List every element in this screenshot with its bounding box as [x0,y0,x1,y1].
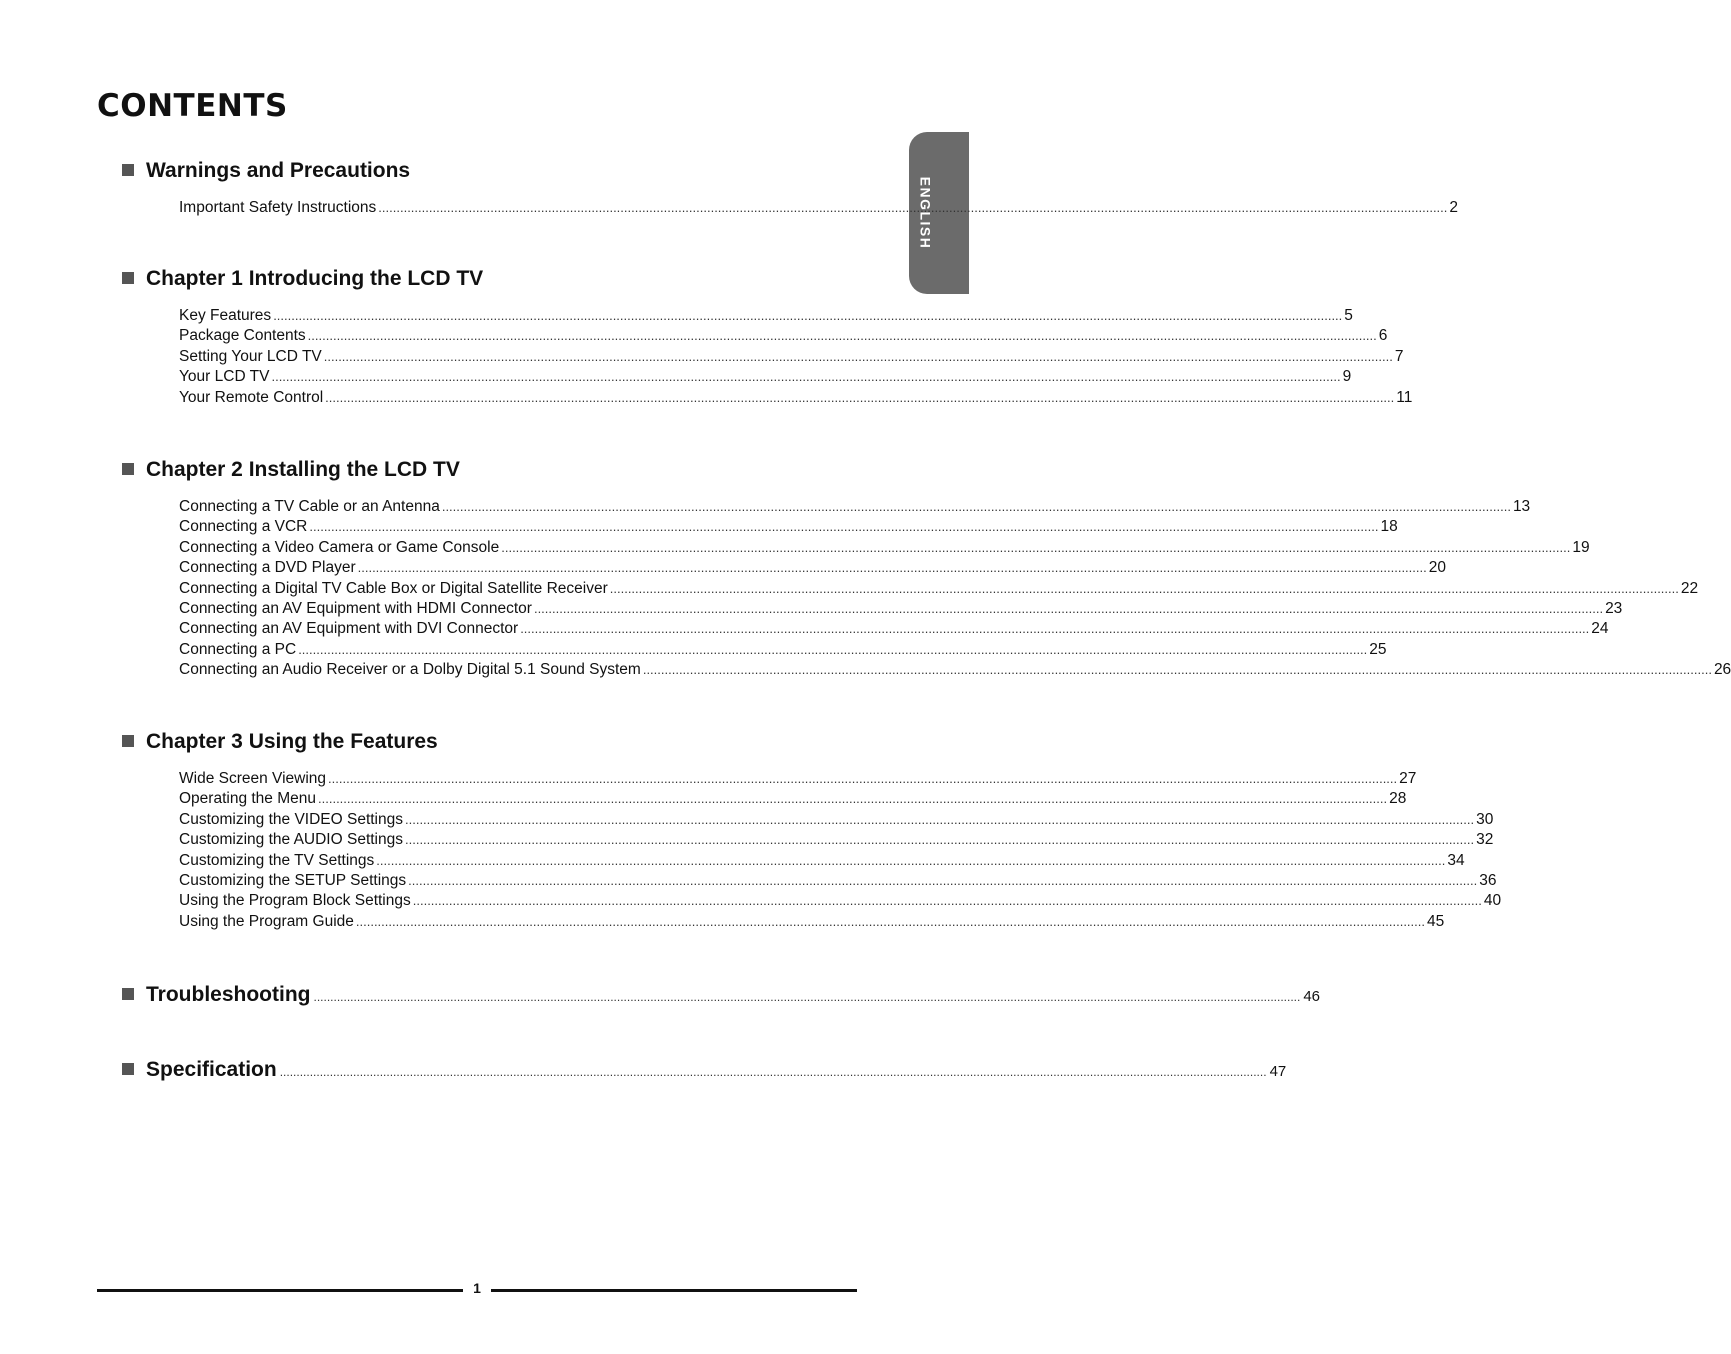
square-bullet-icon [122,463,134,475]
section-title: Chapter 3 Using the Features [146,730,438,753]
entry-label: Important Safety Instructions [179,199,377,216]
entry-label: Key Features [179,307,272,324]
leader-dots: ........................................................................................................................................................................................................................................................................................................ [378,200,1448,215]
entry-label: Package Contents [179,327,306,345]
toc-entry[interactable] [179,810,1494,831]
toc-section [122,1058,1287,1088]
entry-page-number: 27 [1399,770,1417,787]
entry-label: Customizing the TV Settings [179,851,375,869]
leader-dots: ........................................................................................................................................................................................................................................................................................................ [520,621,1590,637]
entry-page-number: 26 [1713,661,1731,679]
entry-label: Connecting an Audio Receiver or a Dolby Digital 5.1 Sound System [179,661,641,679]
toc-section [122,267,1413,409]
leader-dots: ........................................................................................................................................................................................................................................................................................................ [328,771,1398,786]
leader-dots: ........................................................................................................................................................................................................................................................................................................ [355,913,1425,929]
leader-dots: ........................................................................................................................................................................................................................................................................................................ [325,389,1395,405]
square-bullet-icon [122,988,134,1000]
leader-dots: ........................................................................................................................................................................................................................................................................................................ [412,893,1482,909]
toc-section [122,730,1502,933]
leader-dots: ........................................................................................................................................................................................................................................................................................................ [313,990,1301,1004]
toc-entry[interactable] [179,831,1494,851]
entry-page-number: 13 [1512,498,1531,515]
section-page-number: 46 [1303,988,1321,1005]
section-heading[interactable] [122,458,824,488]
page-title: CONTENTS [97,88,288,124]
leader-dots: ........................................................................................................................................................................................................................................................................................................ [642,662,1712,678]
square-bullet-icon [122,1063,134,1075]
section-title: Chapter 2 Installing the LCD TV [146,458,460,481]
toc-entry[interactable] [179,498,1531,518]
square-bullet-icon [122,735,134,747]
leader-dots: ........................................................................................................................................................................................................................................................................................................ [405,832,1475,848]
section-page-number: 47 [1269,1063,1287,1080]
entry-page-number: 40 [1483,892,1502,910]
toc-entry[interactable] [179,661,1731,681]
toc-entry[interactable] [179,307,1353,327]
section-heading[interactable] [122,1058,1287,1088]
entry-list [179,307,1413,409]
toc-entry[interactable] [179,912,1445,933]
entry-page-number: 5 [1344,307,1353,324]
entry-label: Using the Program Guide [179,912,354,930]
leader-dots: ........................................................................................................................................................................................................................................................................................................ [441,499,1511,514]
leader-dots: ........................................................................................................................................................................................................................................................................................................ [298,641,1368,657]
entry-label: Connecting a PC [179,640,297,658]
toc-section [122,983,1321,1013]
toc-entry[interactable] [179,640,1387,661]
language-tab-label: ENGLISH [916,176,933,250]
toc-entry[interactable] [179,871,1497,892]
entry-page-number: 2 [1449,199,1459,216]
leader-dots: ........................................................................................................................................................................................................................................................................................................ [323,348,1393,364]
toc-entry[interactable] [179,368,1352,388]
entry-label: Using the Program Block Settings [179,892,411,910]
entry-page-number: 23 [1605,599,1623,617]
entry-page-number: 18 [1380,518,1398,536]
section-title: Warnings and Precautions [146,159,411,182]
entry-page-number: 6 [1378,327,1388,345]
section-heading[interactable] [122,159,824,189]
entry-list [179,498,1731,682]
entry-label: Your Remote Control [179,388,324,406]
entry-page-number: 45 [1427,912,1445,930]
leader-dots: ........................................................................................................................................................................................................................................................................................................ [533,600,1604,616]
leader-dots: ........................................................................................................................................................................................................................................................................................................ [405,811,1475,827]
section-title: Troubleshooting [146,983,311,1006]
entry-label: Connecting a Video Camera or Game Console [179,538,500,556]
footer-rule-left [97,1289,463,1292]
entry-page-number: 20 [1428,559,1446,577]
section-heading[interactable] [122,730,824,760]
entry-label: Connecting a VCR [179,518,308,536]
section-heading[interactable] [122,267,824,297]
toc-entry[interactable] [179,620,1609,640]
entry-label: Connecting a TV Cable or an Antenna [179,498,440,515]
leader-dots: ........................................................................................................................................................................................................................................................................................................ [501,539,1571,555]
toc-entry[interactable] [179,559,1446,579]
entry-label: Operating the Menu [179,790,317,808]
toc-entry[interactable] [179,538,1590,559]
toc-entry[interactable] [179,599,1623,620]
toc-entry[interactable] [179,388,1413,409]
entry-label: Connecting a DVD Player [179,559,356,577]
entry-label: Customizing the AUDIO Settings [179,831,403,849]
entry-label: Connecting a Digital TV Cable Box or Digital Satellite Receiver [179,579,608,597]
toc-entry[interactable] [179,579,1699,600]
square-bullet-icon [122,164,134,176]
section-title: Chapter 1 Introducing the LCD TV [146,267,484,290]
section-title: Specification [146,1058,277,1081]
toc-entry[interactable] [179,790,1407,810]
entry-page-number: 9 [1342,368,1352,386]
entry-page-number: 25 [1369,640,1387,658]
leader-dots: ........................................................................................................................................................................................................................................................................................................ [408,872,1478,888]
entry-label: Setting Your LCD TV [179,347,322,365]
entry-label: Connecting an AV Equipment with DVI Connector [179,620,519,638]
entry-label: Your LCD TV [179,368,270,386]
entry-label: Customizing the SETUP Settings [179,871,407,889]
entry-page-number: 11 [1396,388,1413,406]
toc-entry[interactable] [179,770,1417,790]
entry-page-number: 30 [1476,810,1494,828]
toc-entry[interactable] [179,518,1398,538]
section-heading[interactable] [122,983,1321,1013]
leader-dots: ........................................................................................................................................................................................................................................................................................................ [357,560,1427,576]
leader-dots: ........................................................................................................................................................................................................................................................................................................ [279,1065,1267,1079]
toc-section [122,458,1731,682]
toc-entry[interactable] [179,347,1404,368]
toc-entry[interactable] [179,199,1459,219]
leader-dots: ........................................................................................................................................................................................................................................................................................................ [309,519,1379,535]
entry-page-number: 28 [1389,790,1407,808]
leader-dots: ........................................................................................................................................................................................................................................................................................................ [376,852,1446,868]
entry-page-number: 22 [1680,579,1699,597]
entry-list [179,199,1459,219]
entry-page-number: 24 [1591,620,1609,638]
entry-page-number: 32 [1476,831,1494,849]
entry-list [179,770,1502,933]
entry-page-number: 34 [1447,851,1465,869]
entry-label: Customizing the VIDEO Settings [179,810,403,828]
leader-dots: ........................................................................................................................................................................................................................................................................................................ [318,791,1388,807]
entry-page-number: 7 [1394,347,1404,365]
page-number: 1 [473,1280,481,1296]
leader-dots: ........................................................................................................................................................................................................................................................................................................ [609,580,1679,596]
entry-label: Wide Screen Viewing [179,770,327,787]
toc-entry[interactable] [179,851,1465,872]
leader-dots: ........................................................................................................................................................................................................................................................................................................ [307,328,1377,344]
entry-page-number: 19 [1572,538,1590,556]
leader-dots: ........................................................................................................................................................................................................................................................................................................ [271,369,1341,385]
toc-entry[interactable] [179,892,1502,912]
footer-rule-right [491,1289,857,1292]
toc-entry[interactable] [179,327,1388,347]
leader-dots: ........................................................................................................................................................................................................................................................................................................ [273,308,1343,323]
square-bullet-icon [122,272,134,284]
entry-label: Connecting an AV Equipment with HDMI Connector [179,599,532,617]
entry-page-number: 36 [1479,871,1497,889]
